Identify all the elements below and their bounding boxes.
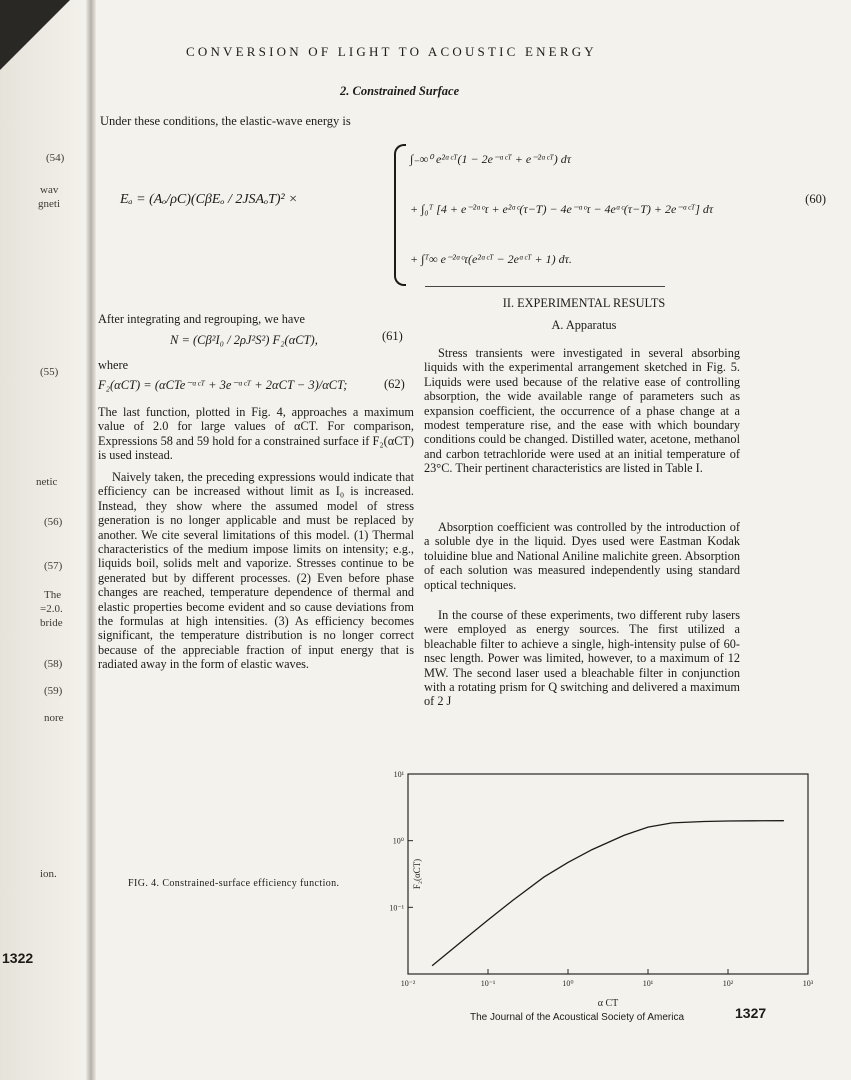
facing-word: wav [40,184,59,196]
facing-eq-number: (54) [46,152,65,164]
equation-60-term-1: ∫₋∞⁰ e²ᵅᶜᵀ(1 − 2e⁻ᵅᶜᵀ + e⁻²ᵅᶜᵀ) dτ [410,152,572,166]
facing-eq-number: (58) [44,658,63,670]
facing-word: nore [44,712,64,724]
x-tick-label: 10⁻¹ [480,979,496,988]
x-tick-label: 10⁰ [562,979,574,988]
facing-word: bride [40,617,63,629]
equation-brace [394,144,406,286]
binding-crease [86,0,96,1080]
facing-word: netic [36,476,58,488]
column-rule [425,286,665,287]
facing-word: gneti [38,198,60,210]
equation-62: F₂(αCT) = (αCTe⁻ᵅᶜᵀ + 3e⁻ᵅᶜᵀ + 2αCT − 3)/αCT; [98,378,348,392]
facing-word: The [44,589,62,601]
facing-word: =2.0. [40,603,63,615]
subsection-heading: A. Apparatus [551,318,617,332]
equation-number: (60) [805,192,826,206]
equation-intro: Under these conditions, the elastic-wave energy is [100,114,351,128]
x-tick-label: 10⁻² [400,979,416,988]
journal-name: The Journal of the Acoustical Society of America [470,1012,684,1023]
left-column-lead: After integrating and regrouping, we have [98,312,305,326]
where-label: where [98,358,129,372]
x-tick-label: 10¹ [642,979,654,988]
series-line [432,821,784,966]
facing-eq-number: (56) [44,516,63,528]
right-paragraph-1: Stress transients were investigated in several absorbing liquids with the experimental arrangement sketched in Fig. 5. Liquids were used because of the relative ease of controlling absorption, the wide available range of parameters such as expansion coefficient, the occurrence of a phase change at a modest temperature rise, and the ease with which boundary conditions could be changed. Distilled water, acetone, methanol and carbon tetrachloride were used at an initial temperature of 23°C. Their pertinent characteristics are listed in Table I. [424,346,740,476]
plot-svg [378,760,838,1010]
equation-60-lhs: Eₐ = (Aₒ/ρC)(CβEₒ / 2JSAₒT)² × [120,192,298,207]
x-tick-label: 10³ [802,979,814,988]
y-tick-label: 10¹ [393,770,404,779]
y-axis-label: F₂(αCT) [412,858,422,890]
running-head: CONVERSION OF LIGHT TO ACOUSTIC ENERGY [186,44,597,59]
section-title: 2. Constrained Surface [340,84,460,98]
section-heading: II. EXPERIMENTAL RESULTS [502,296,666,310]
equation-61: N = (Cβ²I₀ / 2ρJ²S²) F₂(αCT), [170,333,318,347]
plot-frame [408,774,808,974]
facing-page-fragment [0,0,86,1080]
x-tick-label: 10² [722,979,734,988]
equation-60 [100,140,840,290]
page-number: 1327 [735,1005,767,1021]
equation-number: (62) [384,377,405,391]
x-axis-label: α CT [597,998,619,1009]
efficiency-plot [378,760,838,1010]
facing-page-number: 1322 [2,950,34,966]
y-tick-label: 10⁰ [392,836,404,846]
facing-eq-number: (55) [40,366,59,378]
y-tick-label: 10⁻¹ [389,903,404,913]
right-paragraph-2: Absorption coefficient was controlled by the introduction of a soluble dye in the liquid. Dyes used were Eastman Kodak toluidine blue and National Aniline malichite green. Absorption of each solution was measured independently using standard optical techniques. [424,520,740,592]
facing-eq-number: (59) [44,685,63,697]
equation-60-term-3: + ∫ᵀ∞ e⁻²ᵅᶜτ(e²ᵅᶜᵀ − 2eᵅᶜᵀ + 1) dτ. [410,252,572,266]
figure-caption: FIG. 4. Constrained-surface efficiency function. [128,878,340,889]
equation-60-term-2: + ∫₀ᵀ [4 + e⁻²ᵅᶜτ + e²ᵅᶜ(τ−T) − 4e⁻ᵅᶜτ − 4eᵅᶜ(τ−T) + 2e⁻ᵅᶜᵀ] dτ [410,202,714,216]
tick-group [389,770,813,988]
facing-eq-number: (57) [44,560,63,572]
right-paragraph-3: In the course of these experiments, two different ruby lasers were employed as energy sources. The first utilized a bleachable filter to achieve a single, high-intensity pulse of 60-nsec length. Power was limited, however, to a maximum of 12 MW. The second laser used a bleachable filter in conjunction with a rotating prism for Q switching and delivered a maximum of 2 J [424,608,740,709]
left-paragraph-1: The last function, plotted in Fig. 4, approaches a maximum value of 2.0 for large values of αCT. For comparison, Expressions 58 and 59 hold for a constrained surface if F₂(αCT) is used instead. [98,405,414,463]
facing-word: ion. [40,868,57,880]
equation-number: (61) [382,329,403,343]
left-paragraph-2: Naively taken, the preceding expressions would indicate that efficiency can be increased without limit as I₀ is increased. Instead, they show where the assumed model of stress generation is no longer applicable and must be replaced by another. We cite several limitations of this model. (1) Thermal characteristics of the medium impose limits on intensity; e.g., liquids boil, solids melt and vaporize. Stresses continue to be generated but by different processes. (2) Even before phase changes are reached, temperature dependence of thermal and elastic properties become evident and so cause deviations from the formulas at high intensities. (3) As efficiency becomes significant, the temperature distribution is no longer correct because of the appreciable fraction of input energy that is radiated away in the form of elastic waves. [98,470,414,672]
